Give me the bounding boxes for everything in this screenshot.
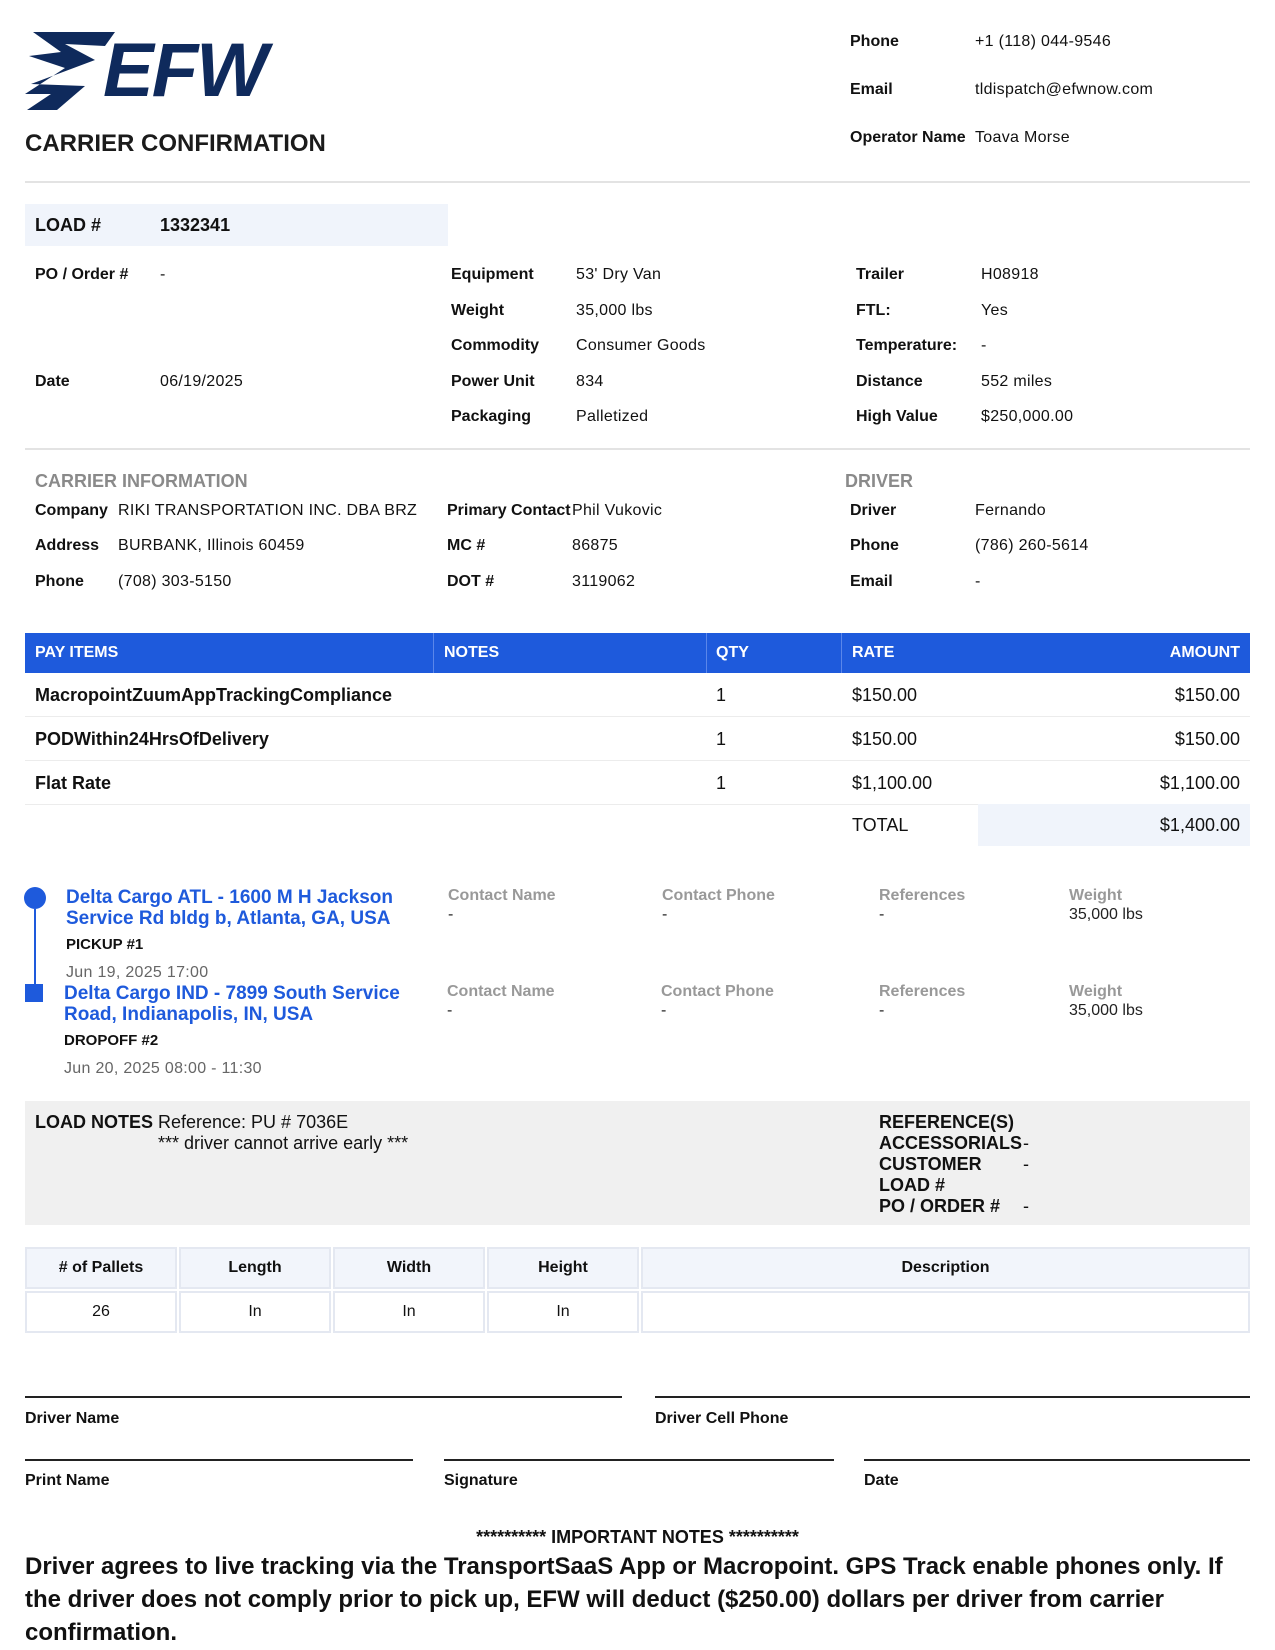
load-notes-line: *** driver cannot arrive early *** bbox=[158, 1133, 409, 1153]
ftl-label: FTL: bbox=[856, 302, 891, 319]
signature-line[interactable] bbox=[444, 1459, 834, 1461]
description-value bbox=[641, 1291, 1250, 1333]
customer-value: - bbox=[1023, 1154, 1029, 1174]
load-number: 1332341 bbox=[160, 215, 231, 235]
pay-item-amount: $1,100.00 bbox=[1159, 773, 1240, 793]
pay-item-rate: $150.00 bbox=[852, 729, 918, 749]
driver-phone-label: Phone bbox=[850, 537, 899, 554]
pay-item-row bbox=[25, 717, 1250, 761]
pickup-contact-name: - bbox=[448, 906, 454, 923]
width-column-header: Width bbox=[333, 1247, 485, 1289]
equipment-label: Equipment bbox=[451, 266, 534, 283]
total-box bbox=[978, 804, 1250, 846]
dropoff-tag: DROPOFF #2 bbox=[64, 1032, 159, 1049]
amount-column-header: AMOUNT bbox=[1169, 644, 1240, 661]
company-email: tldispatch@efwnow.com bbox=[975, 81, 1154, 98]
distance-label: Distance bbox=[856, 373, 923, 390]
primary-contact: Phil Vukovic bbox=[572, 502, 663, 519]
operator-name-label: Operator Name bbox=[850, 129, 966, 146]
carrier-section-title: CARRIER INFORMATION bbox=[35, 471, 248, 491]
driver-email-label: Email bbox=[850, 573, 893, 590]
company-phone: +1 (118) 044-9546 bbox=[975, 33, 1112, 50]
equipment-value: 53' Dry Van bbox=[576, 266, 662, 283]
pickup-contact-name-label: Contact Name bbox=[448, 887, 556, 904]
distance-value: 552 miles bbox=[981, 373, 1053, 390]
pay-item-rate: $150.00 bbox=[852, 685, 918, 705]
carrier-address: BURBANK, Illinois 60459 bbox=[118, 537, 305, 554]
driver-name-line[interactable] bbox=[25, 1396, 622, 1398]
pay-item-amount: $150.00 bbox=[1174, 729, 1240, 749]
dropoff-weight-label: Weight bbox=[1069, 983, 1123, 1000]
pallets-value: 26 bbox=[25, 1291, 177, 1333]
power-unit-value: 834 bbox=[576, 373, 604, 390]
divider bbox=[25, 448, 1250, 450]
route-line bbox=[34, 909, 36, 985]
weight-value: 35,000 lbs bbox=[576, 302, 653, 319]
notes-column-header: NOTES bbox=[444, 644, 500, 661]
weight-label: Weight bbox=[451, 302, 505, 319]
pickup-weight: 35,000 lbs bbox=[1069, 906, 1143, 923]
company-phone-label: Phone bbox=[850, 33, 899, 50]
customer-po-value: - bbox=[1023, 1196, 1029, 1216]
company-email-label: Email bbox=[850, 81, 893, 98]
mc-label: MC # bbox=[447, 537, 486, 554]
date-line[interactable] bbox=[864, 1459, 1250, 1461]
divider bbox=[25, 181, 1250, 183]
pay-items-column-header: PAY ITEMS bbox=[35, 644, 119, 661]
load-number-label: LOAD # bbox=[35, 215, 102, 235]
height-column-header: Height bbox=[487, 1247, 639, 1289]
description-column-header: Description bbox=[641, 1247, 1250, 1289]
date-value: 06/19/2025 bbox=[160, 373, 244, 390]
high-value-label: High Value bbox=[856, 408, 938, 425]
length-value: In bbox=[179, 1291, 331, 1333]
carrier-phone: (708) 303-5150 bbox=[118, 573, 232, 590]
pay-item-row bbox=[25, 761, 1250, 805]
commodity-value: Consumer Goods bbox=[576, 337, 706, 354]
date-label: Date bbox=[35, 373, 70, 390]
pickup-tag: PICKUP #1 bbox=[66, 936, 144, 953]
page-title: CARRIER CONFIRMATION bbox=[25, 130, 326, 157]
pay-item-qty: 1 bbox=[716, 729, 727, 749]
carrier-company-label: Company bbox=[35, 502, 108, 519]
pickup-date: Jun 19, 2025 17:00 bbox=[66, 964, 209, 981]
signature-label: Signature bbox=[444, 1472, 518, 1489]
driver-name: Fernando bbox=[975, 502, 1046, 519]
pickup-contact-phone: - bbox=[662, 906, 668, 923]
mc-value: 86875 bbox=[572, 537, 618, 554]
customer-load-label: LOAD # bbox=[879, 1175, 946, 1195]
load-notes-line: Reference: PU # 7036E bbox=[158, 1112, 349, 1132]
driver-phone: (786) 260-5614 bbox=[975, 537, 1089, 554]
width-value: In bbox=[333, 1291, 485, 1333]
pickup-contact-phone-label: Contact Phone bbox=[662, 887, 775, 904]
height-value: In bbox=[487, 1291, 639, 1333]
dot-label: DOT # bbox=[447, 573, 495, 590]
packaging-label: Packaging bbox=[451, 408, 532, 425]
dropoff-date: Jun 20, 2025 08:00 - 11:30 bbox=[64, 1060, 262, 1077]
pickup-marker-icon bbox=[24, 887, 46, 909]
pay-item-amount: $150.00 bbox=[1174, 685, 1240, 705]
pay-item-name: Flat Rate bbox=[35, 773, 112, 793]
customer-label: CUSTOMER bbox=[879, 1154, 982, 1174]
operator-name: Toava Morse bbox=[975, 129, 1070, 146]
carrier-company: RIKI TRANSPORTATION INC. DBA BRZ bbox=[118, 502, 418, 519]
load-number-box bbox=[25, 204, 448, 246]
dropoff-location-link[interactable]: Delta Cargo IND - 7899 South Service Road, Indianapolis, IN, USA bbox=[64, 983, 400, 1025]
column-separator bbox=[433, 633, 434, 673]
logo-text: EFW bbox=[103, 28, 266, 113]
power-unit-label: Power Unit bbox=[451, 373, 535, 390]
rate-column-header: RATE bbox=[852, 644, 895, 661]
pay-items-header bbox=[25, 633, 1250, 673]
temperature-value: - bbox=[981, 337, 987, 354]
load-notes-box bbox=[25, 1101, 1250, 1225]
print-name-line[interactable] bbox=[25, 1459, 413, 1461]
accessorials-value: - bbox=[1023, 1133, 1029, 1153]
ftl-value: Yes bbox=[981, 302, 1009, 319]
pay-item-row bbox=[25, 673, 1250, 717]
pickup-location-link[interactable]: Delta Cargo ATL - 1600 M H Jackson Service Rd bldg b, Atlanta, GA, USA bbox=[66, 887, 393, 929]
date-label: Date bbox=[864, 1472, 899, 1489]
driver-cell-phone-label: Driver Cell Phone bbox=[655, 1410, 789, 1427]
driver-email: - bbox=[975, 573, 981, 590]
dropoff-contact-phone: - bbox=[661, 1002, 667, 1019]
trailer-label: Trailer bbox=[856, 266, 905, 283]
dropoff-marker-icon bbox=[25, 984, 43, 1002]
po-label: PO / Order # bbox=[35, 266, 129, 283]
dropoff-references-label: References bbox=[879, 983, 966, 1000]
pickup-references-label: References bbox=[879, 887, 966, 904]
dropoff-references: - bbox=[879, 1002, 885, 1019]
important-notes-header: ********** IMPORTANT NOTES ********** bbox=[476, 1527, 799, 1547]
trailer-value: H08918 bbox=[981, 266, 1039, 283]
pay-item-name: PODWithin24HrsOfDelivery bbox=[35, 729, 269, 749]
load-notes-label: LOAD NOTES bbox=[35, 1112, 154, 1132]
pallets-column-header: # of Pallets bbox=[25, 1247, 177, 1289]
qty-column-header: QTY bbox=[716, 644, 749, 661]
important-notes-body: Driver agrees to live tracking via the TransportSaaS App or Macropoint. GPS Track enable phones only. If the driver does not comply prior to pick up, EFW will deduct ($250.00) dollars per driver from carrier confirmation. bbox=[25, 1553, 1223, 1646]
driver-label: Driver bbox=[850, 502, 897, 519]
pay-item-qty: 1 bbox=[716, 773, 727, 793]
dropoff-contact-name: - bbox=[447, 1002, 453, 1019]
carrier-phone-label: Phone bbox=[35, 573, 84, 590]
pay-item-name: MacropointZuumAppTrackingCompliance bbox=[35, 685, 393, 705]
dropoff-contact-phone-label: Contact Phone bbox=[661, 983, 774, 1000]
column-separator bbox=[841, 633, 842, 673]
total-amount: $1,400.00 bbox=[1159, 815, 1240, 835]
column-separator bbox=[706, 633, 707, 673]
driver-section-title: DRIVER bbox=[845, 471, 914, 491]
driver-cell-phone-line[interactable] bbox=[655, 1396, 1250, 1398]
dot-value: 3119062 bbox=[572, 573, 636, 590]
pickup-references: - bbox=[879, 906, 885, 923]
company-logo bbox=[25, 30, 285, 112]
high-value-value: $250,000.00 bbox=[981, 408, 1074, 425]
commodity-label: Commodity bbox=[451, 337, 539, 354]
customer-po-label: PO / ORDER # bbox=[879, 1196, 1001, 1216]
print-name-label: Print Name bbox=[25, 1472, 110, 1489]
pay-item-qty: 1 bbox=[716, 685, 727, 705]
carrier-address-label: Address bbox=[35, 537, 100, 554]
driver-name-label: Driver Name bbox=[25, 1410, 120, 1427]
pay-item-rate: $1,100.00 bbox=[852, 773, 933, 793]
references-label: REFERENCE(S) bbox=[879, 1112, 1015, 1132]
primary-contact-label: Primary Contact bbox=[447, 502, 571, 519]
temperature-label: Temperature: bbox=[856, 337, 958, 354]
length-column-header: Length bbox=[179, 1247, 331, 1289]
po-value: - bbox=[160, 266, 166, 283]
accessorials-label: ACCESSORIALS bbox=[879, 1133, 1023, 1153]
dropoff-weight: 35,000 lbs bbox=[1069, 1002, 1143, 1019]
total-label: TOTAL bbox=[852, 815, 909, 835]
packaging-value: Palletized bbox=[576, 408, 649, 425]
pickup-weight-label: Weight bbox=[1069, 887, 1123, 904]
dropoff-contact-name-label: Contact Name bbox=[447, 983, 555, 1000]
